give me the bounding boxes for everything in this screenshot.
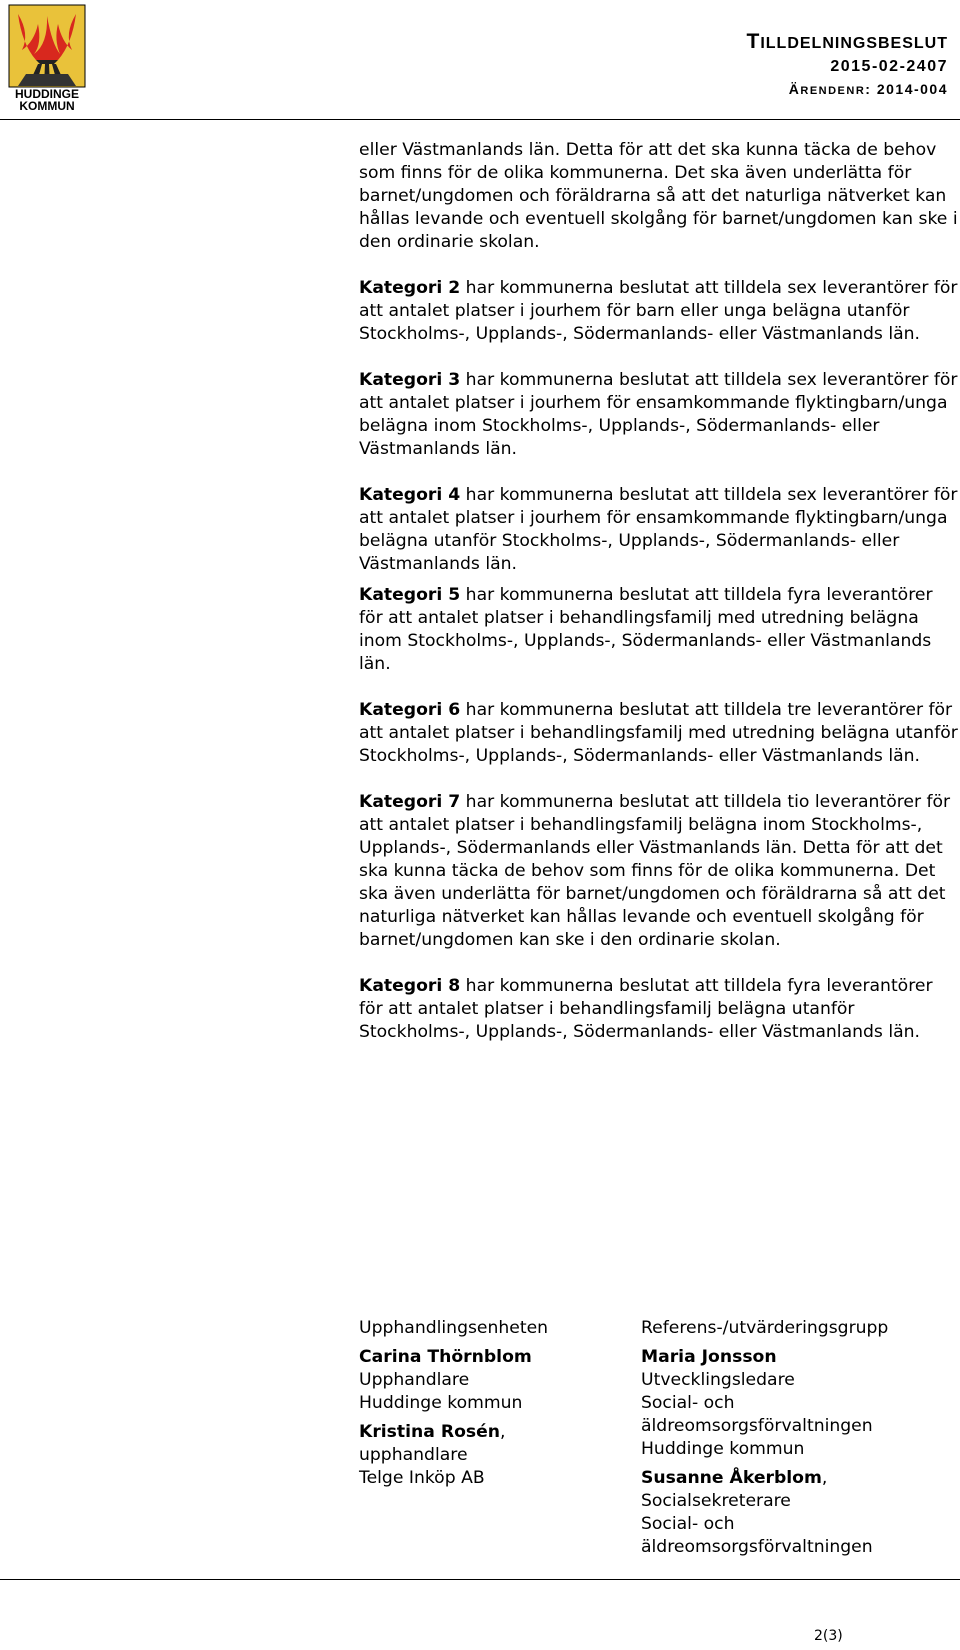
signatory-name: Susanne Åkerblom <box>641 1468 822 1488</box>
signatory: Kristina Rosén, upphandlare Telge Inköp AB <box>359 1421 639 1490</box>
document-title: TILLDELNINGSBESLUT <box>746 30 948 53</box>
signatory-title: Upphandlare <box>359 1370 470 1390</box>
category-8-paragraph: Kategori 8 har kommunerna beslutat att tilldela fyra leverantörer för att antalet platser i behandlingsfamilj belägna utanför Stockholms-, Upplands-, Södermanlands- eller Västmanlands län. <box>359 976 933 1042</box>
category-6-paragraph: Kategori 6 har kommunerna beslutat att tilldela tre leverantörer för att antalet platser i behandlingsfamilj med utredning belägna utanför Stockholms-, Upplands-, Södermanlands- eller Västmanlands län. <box>359 700 958 766</box>
signatory-title: Utvecklingsledare <box>641 1370 795 1390</box>
signature-block-left <box>359 1317 639 1496</box>
case-number: ÄRENDENR: 2014-004 <box>788 81 948 97</box>
signatory-title: upphandlare <box>359 1445 468 1465</box>
intro-paragraph: eller Västmanlands län. Detta för att det ska kunna täcka de behov som finns för de olika kommunerna. Det ska även underlätta för barnet/ungdomen och föräldrarna så att det naturliga nätverket kan hållas levande och eventuell skolgång för barnet/ungdomen kan ske i den ordinarie skolan. <box>359 140 958 252</box>
department-name: Upphandlingsenheten <box>359 1318 549 1338</box>
category-7-paragraph: Kategori 7 har kommunerna beslutat att tilldela tio leverantörer för att antalet platser i behandlingsfamilj belägna inom Stockholms-, Upplands-, Södermanlands eller Västmanlands län. Detta för att det ska kunna täcka de behov som finns för de olika kommunerna. Det ska även underlätta för barnet/ungdomen och föräldrarna så att det naturliga nätverket kan hållas levande och eventuell skolgång för barnet/ungdomen kan ske i den ordinarie skolan. <box>359 792 951 950</box>
signatory-name: Maria Jonsson <box>641 1347 777 1367</box>
signatory-organization: äldreomsorgsförvaltningen <box>641 1537 873 1557</box>
signatory-organization: Social- och <box>641 1393 735 1413</box>
signatory-organization: Telge Inköp AB <box>359 1468 485 1488</box>
group-name: Referens-/utvärderingsgrupp <box>641 1318 889 1338</box>
signatory: Susanne Åkerblom, Socialsekreterare Social- och äldreomsorgsförvaltningen <box>641 1467 951 1559</box>
page-number: 2(3) <box>814 1628 843 1644</box>
document-body <box>359 139 959 1044</box>
header-divider <box>0 119 960 120</box>
category-3-paragraph: Kategori 3 har kommunerna beslutat att tilldela sex leverantörer för att antalet platser i jourhem för ensamkommande flyktingbarn/unga belägna inom Stockholms-, Upplands-, Södermanlands- eller Västmanlands län. <box>359 370 958 459</box>
signature-block-right <box>641 1317 951 1565</box>
logo-text <box>8 88 86 112</box>
signatory <box>641 1346 951 1461</box>
signatory-organization: Social- och <box>641 1514 735 1534</box>
huddinge-logo <box>8 4 86 116</box>
signatory-name: Carina Thörnblom <box>359 1347 532 1367</box>
signatory <box>359 1346 639 1415</box>
signatory-organization: Huddinge kommun <box>359 1393 523 1413</box>
document-date: 2015-02-2407 <box>830 58 948 75</box>
logo-line-2: KOMMUN <box>19 99 75 113</box>
signatory-organization: Huddinge kommun <box>641 1439 805 1459</box>
signatory-name: Kristina Rosén <box>359 1422 501 1442</box>
signatory-title: Socialsekreterare <box>641 1491 791 1511</box>
footer-divider <box>0 1579 960 1580</box>
category-5-paragraph: Kategori 5 har kommunerna beslutat att tilldela fyra leverantörer för att antalet platser i behandlingsfamilj med utredning belägna inom Stockholms-, Upplands-, Södermanlands- eller Västmanlands län. <box>359 585 933 674</box>
document-header <box>747 30 949 102</box>
logo-line-1: HUDDINGE <box>14 87 79 101</box>
signatory-organization: äldreomsorgsförvaltningen <box>641 1416 873 1436</box>
logo-emblem-icon <box>8 4 86 88</box>
category-4-paragraph: Kategori 4 har kommunerna beslutat att tilldela sex leverantörer för att antalet platser i jourhem för ensamkommande flyktingbarn/unga belägna utanför Stockholms-, Upplands-, Södermanlands- eller Västmanlands län. <box>359 485 958 574</box>
category-2-paragraph: Kategori 2 har kommunerna beslutat att tilldela sex leverantörer för att antalet platser i jourhem för barn eller unga belägna utanför Stockholms-, Upplands-, Södermanlands- eller Västmanlands län. <box>359 278 958 344</box>
